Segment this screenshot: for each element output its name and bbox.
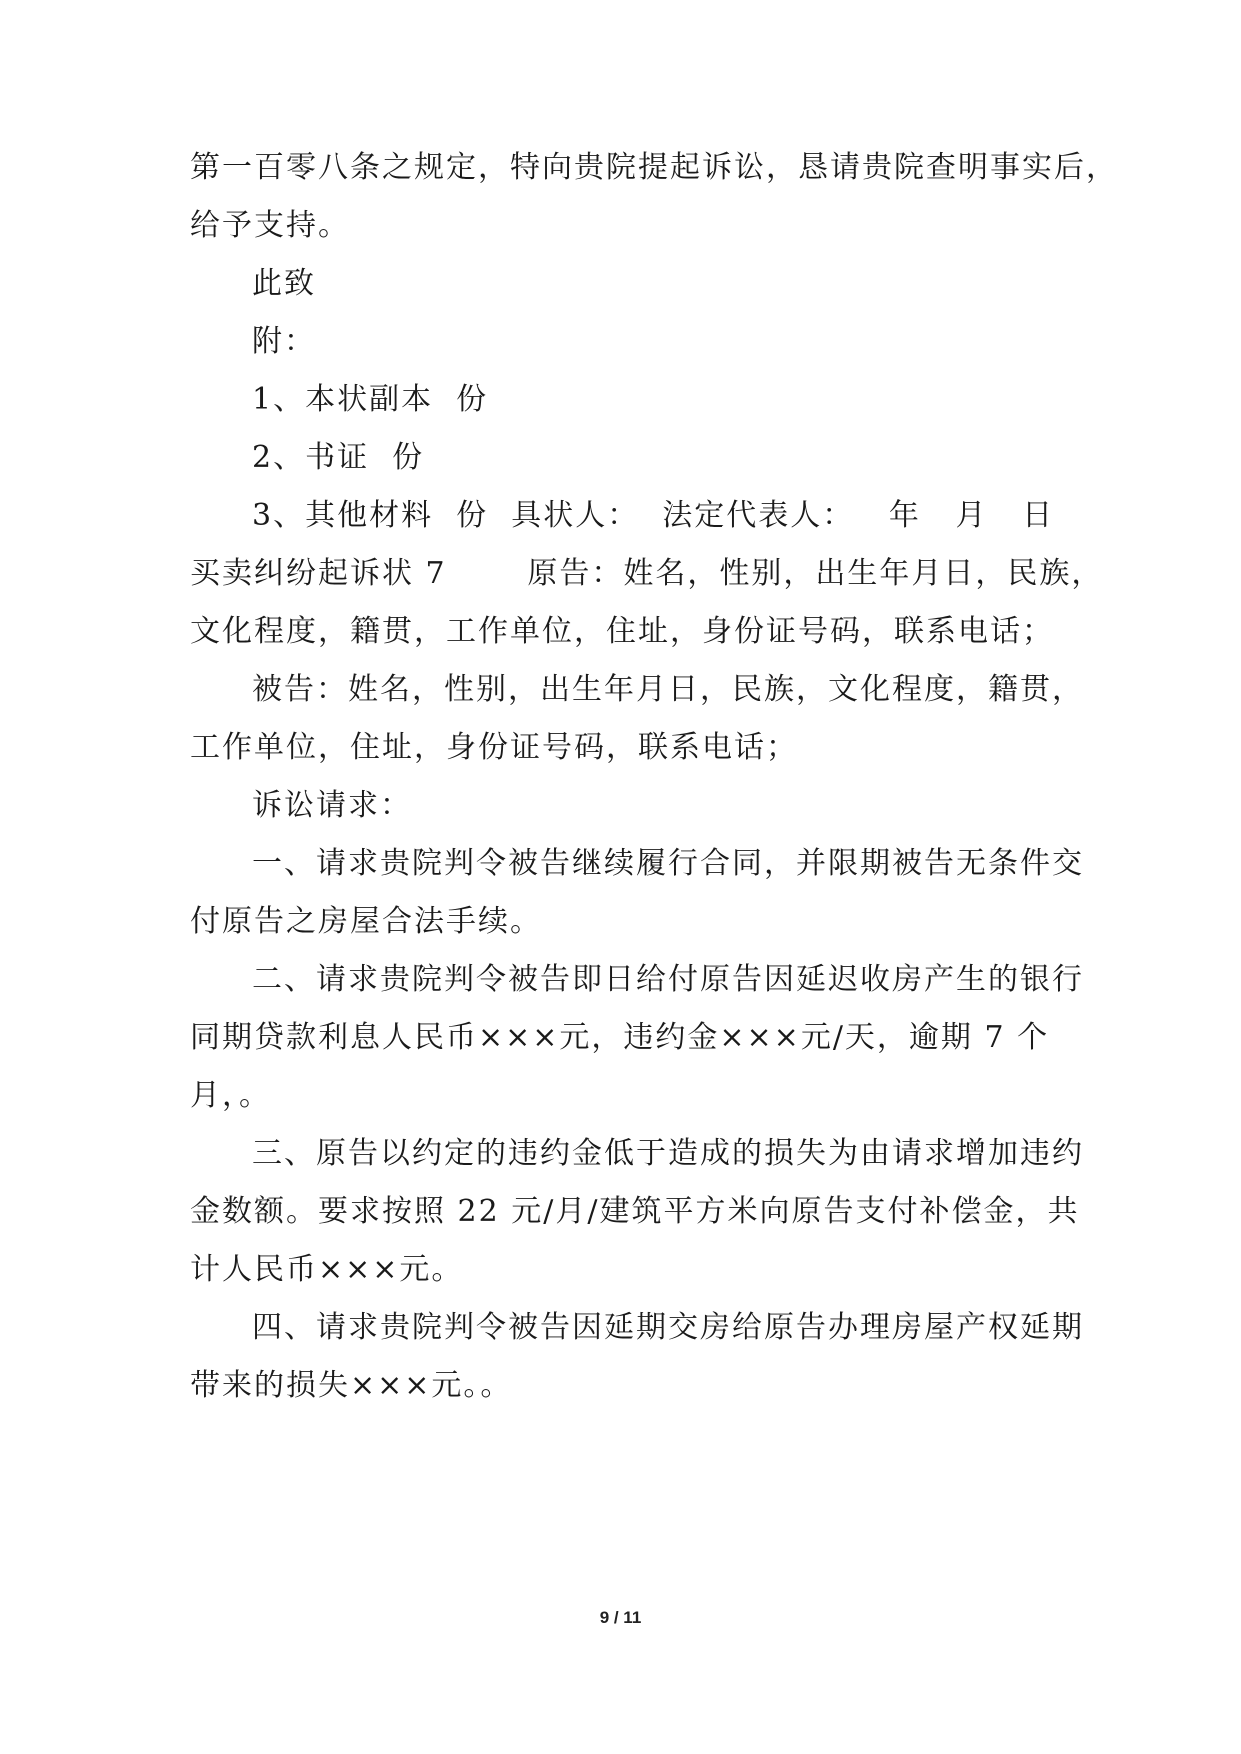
body-line: 被告：姓名，性别，出生年月日，民族，文化程度，籍贯， [252,672,1084,707]
section-heading: 诉讼请求： [252,788,412,823]
attachment-item: 2、书证 份 [252,440,425,475]
body-line: 一、请求贵院判令被告继续履行合同，并限期被告无条件交 [252,846,1084,881]
body-line: 四、请求贵院判令被告因延期交房给原告办理房屋产权延期 [252,1310,1084,1345]
body-line: 计人民币×××元。 [190,1252,464,1287]
body-line: 二、请求贵院判令被告即日给付原告因延迟收房产生的银行 [252,962,1084,997]
body-line: 第一百零八条之规定，特向贵院提起诉讼，恳请贵院查明事实后， [190,150,1118,185]
body-line: 买卖纠纷起诉状 7 原告：姓名，性别，出生年月日，民族， [190,556,1104,591]
body-line: 月，。 [190,1078,271,1113]
attachment-item-signature: 3、其他材料 份 具状人： 法定代表人： 年 月 日 [252,498,1055,533]
attachment-heading: 附： [252,324,316,359]
attachment-item: 1、本状副本 份 [252,382,489,417]
page-number: 9 / 11 [599,1608,642,1627]
salutation-line: 此致 [252,266,316,301]
body-line: 工作单位，住址，身份证号码，联系电话； [190,730,798,765]
body-line: 同期贷款利息人民币×××元，违约金×××元/天，逾期 7 个 [190,1020,1050,1055]
body-line: 金数额。要求按照 22 元/月/建筑平方米向原告支付补偿金，共 [190,1194,1080,1229]
body-line: 带来的损失×××元。。 [190,1368,513,1403]
body-line: 文化程度，籍贯，工作单位，住址，身份证号码，联系电话； [190,614,1054,649]
body-line: 三、原告以约定的违约金低于造成的损失为由请求增加违约 [252,1136,1084,1171]
body-line: 付原告之房屋合法手续。 [190,904,542,939]
body-line: 给予支持。 [190,208,350,243]
